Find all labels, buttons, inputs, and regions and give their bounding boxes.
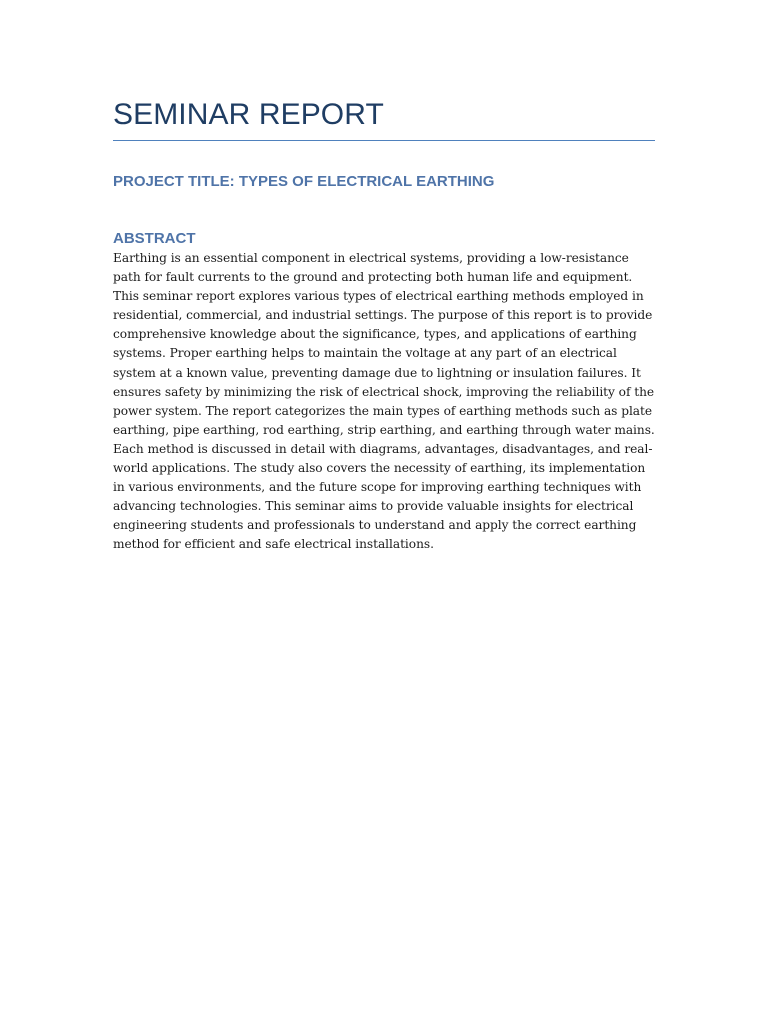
title-divider — [113, 140, 655, 141]
document-title: SEMINAR REPORT — [113, 98, 384, 131]
project-title: PROJECT TITLE: TYPES OF ELECTRICAL EARTHING — [113, 173, 495, 190]
abstract-heading: ABSTRACT — [113, 230, 196, 247]
document-content — [113, 96, 655, 555]
abstract-paragraph: Earthing is an essential component in electrical systems, providing a low-resistance path for fault currents to the ground and protecting both human life and equipment. This seminar report explores various types of electrical earthing methods employed in residential, commercial, and industrial settings. The purpose of this report is to provide comprehensive knowledge about the significance, types, and applications of earthing systems. Proper earthing helps to maintain the voltage at any part of an electrical system at a known value, preventing damage due to lightning or insulation failures. It ensures safety by minimizing the risk of electrical shock, improving the reliability of the power system. The report categorizes the main types of earthing methods such as plate earthing, pipe earthing, rod earthing, strip earthing, and earthing through water mains. Each method is discussed in detail with diagrams, advantages, disadvantages, and real-world applications. The study also covers the necessity of earthing, its implementation in various environments, and the future scope for improving earthing techniques with advancing technologies. This seminar aims to provide valuable insights for electrical engineering students and professionals to understand and apply the correct earthing method for efficient and safe electrical installations. — [113, 251, 655, 552]
